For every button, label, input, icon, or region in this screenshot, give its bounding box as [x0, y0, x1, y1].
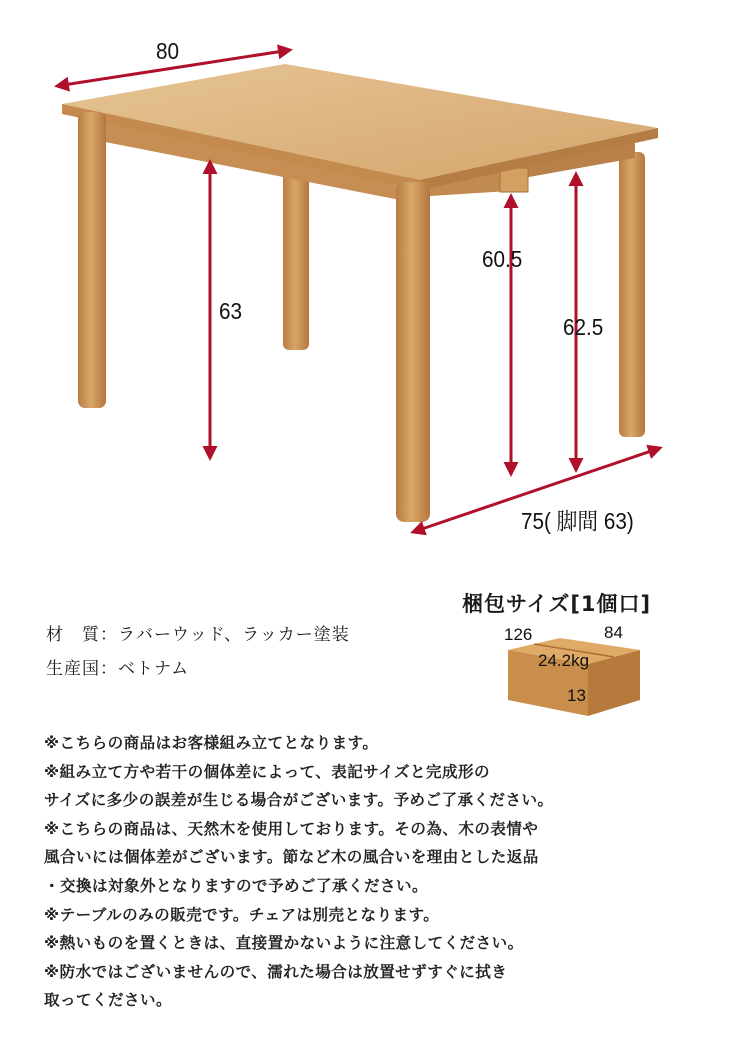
package-weight: 24.2kg: [538, 651, 590, 670]
package-height: 13: [567, 686, 586, 705]
width-label: 80: [156, 38, 180, 64]
package-width: 84: [604, 623, 623, 642]
note-line: サイズに多少の誤差が生じる場合がございます。予めご了承ください。: [44, 791, 554, 810]
front-right-leg: [396, 182, 430, 522]
note-line: ※テーブルのみの販売です。チェアは別売となります。: [44, 905, 440, 924]
notes-list: [44, 729, 704, 1015]
package-title: 梱包サイズ[1個口]: [462, 592, 652, 616]
back-left-leg: [283, 170, 309, 350]
note-line: ※熱いものを置くときは、直接置かないように注意してください。: [44, 934, 524, 953]
package-length: 126: [504, 625, 533, 644]
height-label: 63: [219, 298, 243, 324]
spec-material-value: ラバーウッド、ラッカー塗装: [118, 625, 350, 645]
spec-list: [46, 618, 350, 686]
note-line: ※防水ではございませんので、濡れた場合は放置せずすぐに拭き: [44, 962, 508, 981]
note-line: ※こちらの商品はお客様組み立てとなります。: [44, 734, 379, 752]
spec-material: [46, 618, 350, 652]
back-right-leg: [619, 152, 645, 437]
front-left-leg: [78, 112, 106, 408]
spec-material-label: 材 質：: [46, 625, 118, 645]
spec-origin-label: 生産国：: [46, 659, 118, 679]
note-line: ※組み立て方や若干の個体差によって、表記サイズと完成形の: [44, 762, 491, 781]
spec-origin-value: ベトナム: [118, 659, 190, 679]
apron-height-label: 62.5: [563, 314, 604, 340]
note-line: 取ってください。: [44, 991, 173, 1010]
note-line: ※こちらの商品は、天然木を使用しております。その為、木の表情や: [44, 819, 539, 838]
drawer-height-label: 60.5: [482, 246, 523, 272]
depth-label: 75( 脚間 63): [521, 508, 634, 534]
note-line: ・交換は対象外となりますので予めご了承ください。: [44, 876, 429, 895]
note-line: 風合いには個体差がございます。節など木の風合いを理由とした返品: [44, 848, 539, 867]
table-top: [62, 64, 658, 190]
spec-origin: [46, 652, 350, 686]
